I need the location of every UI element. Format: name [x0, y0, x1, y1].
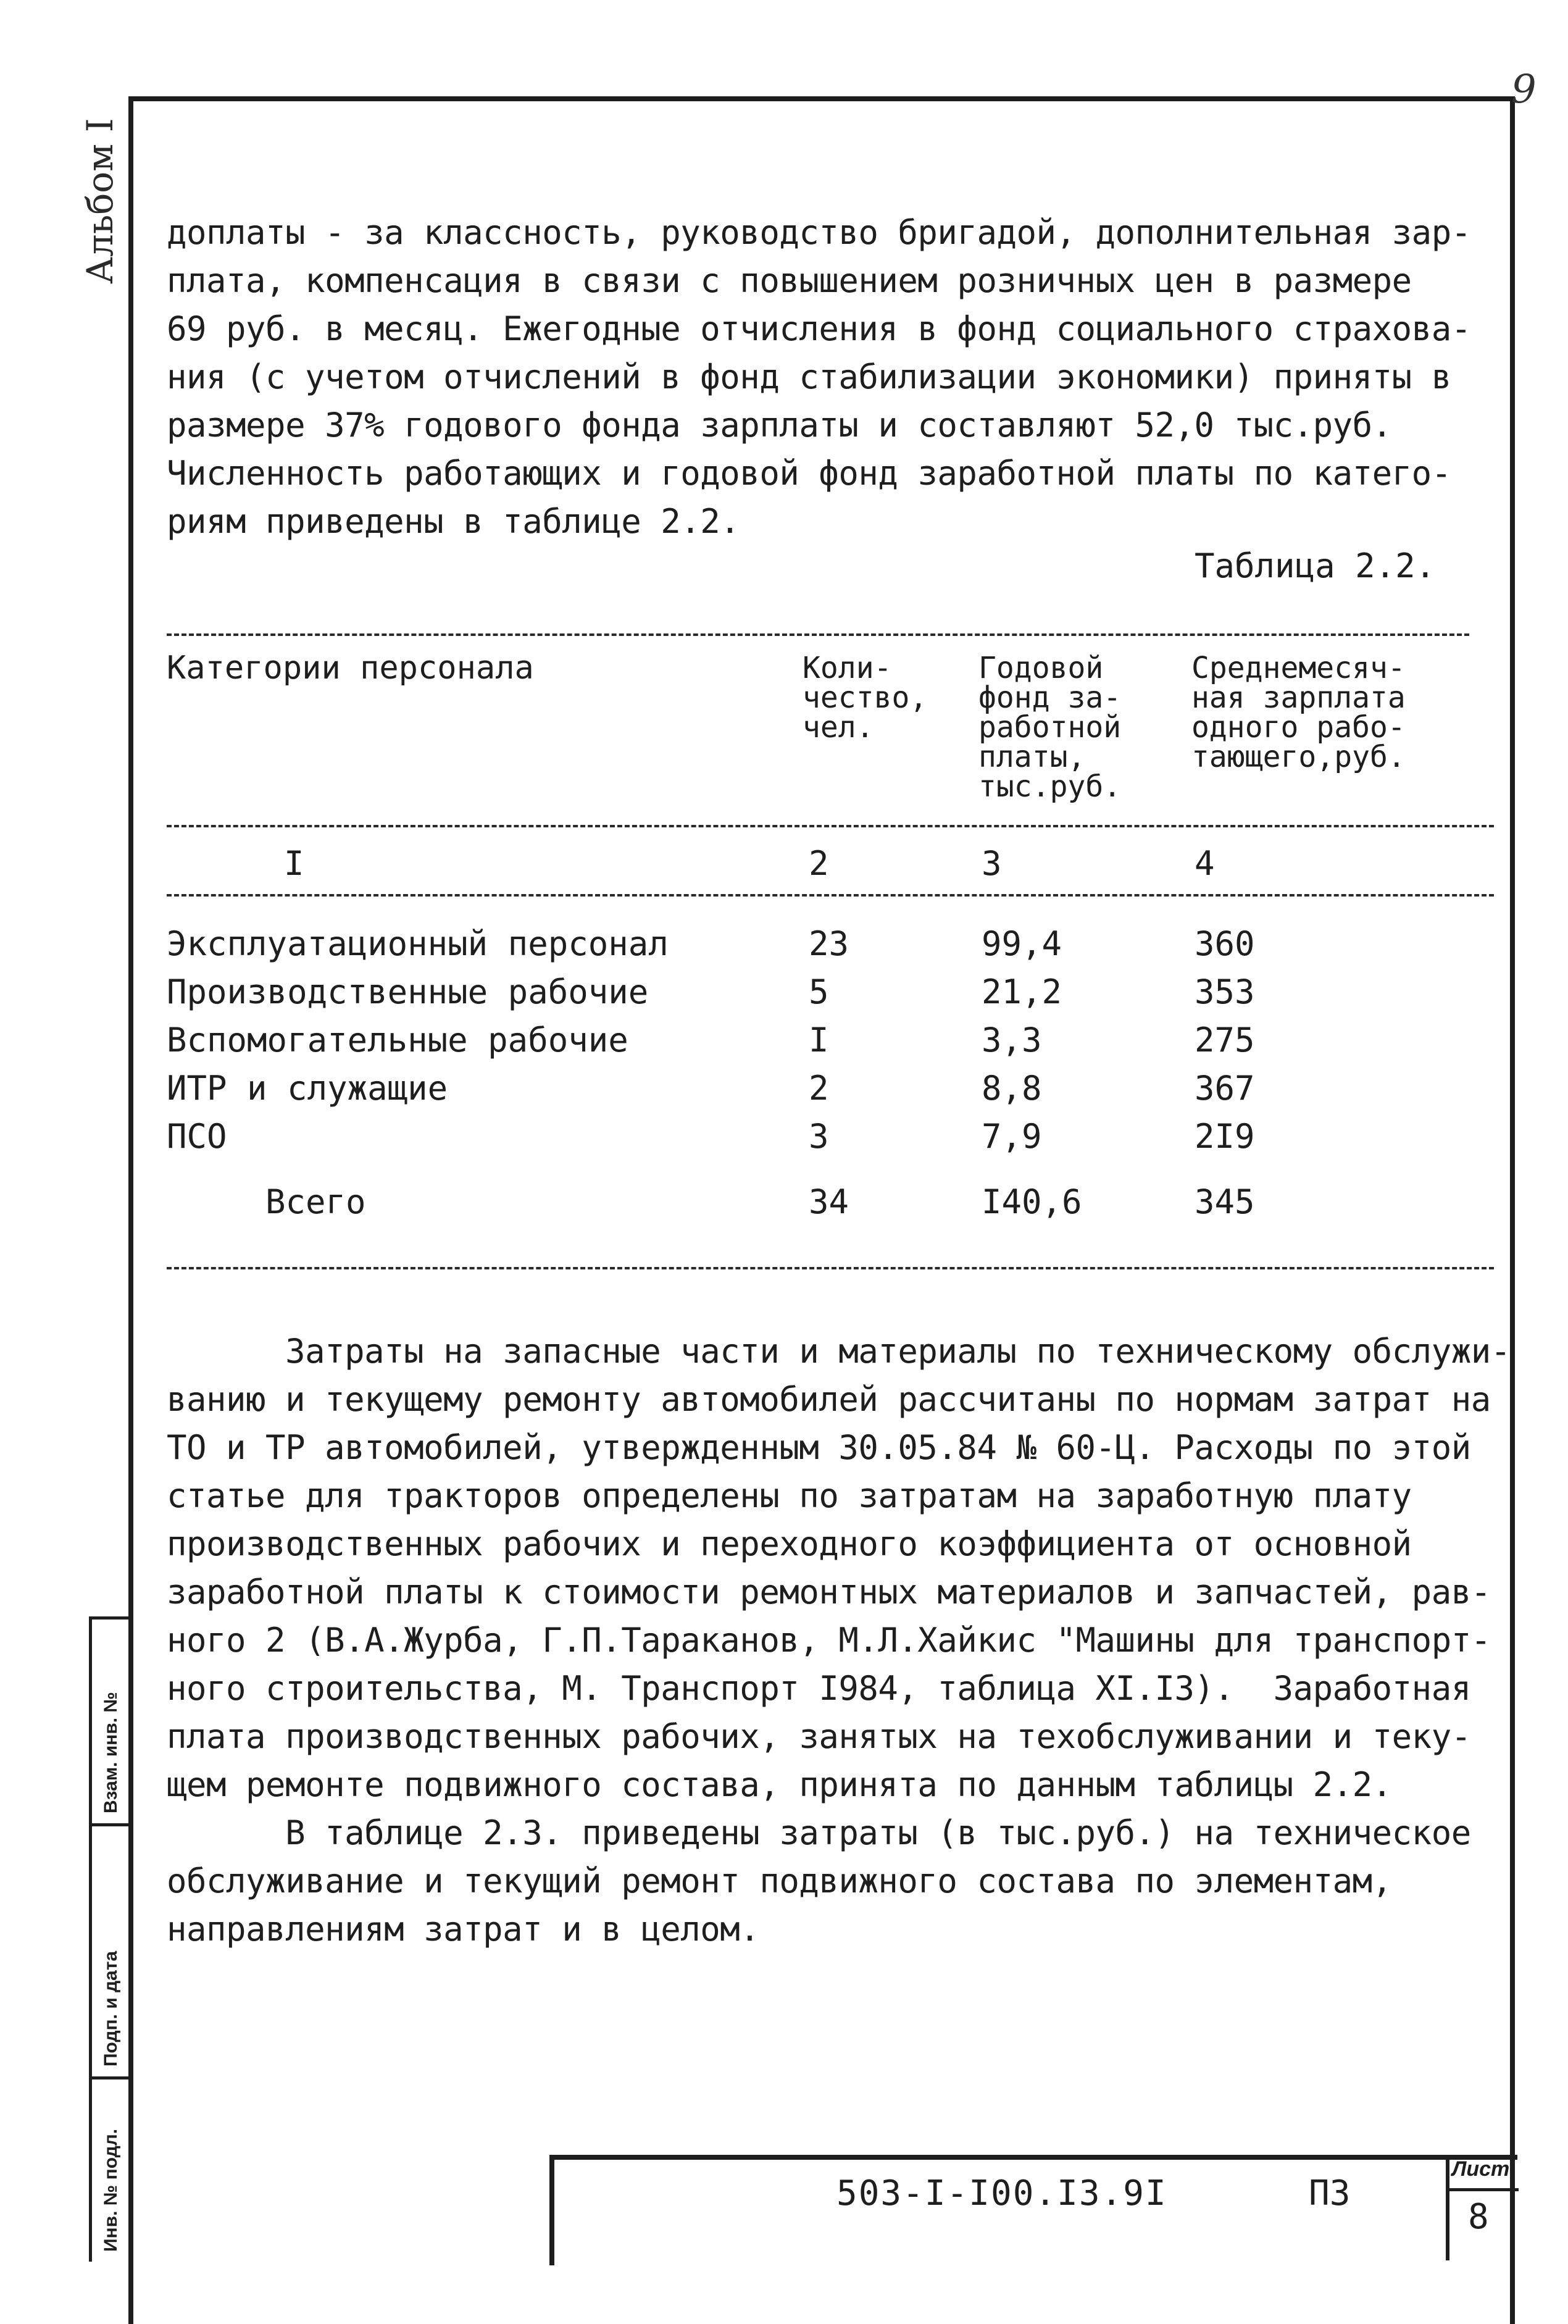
text-line: риям приведены в таблице 2.2.	[167, 502, 740, 541]
header-average-salary: Среднемесяч- ная зарплата одного рабо- тающего,руб.	[1191, 651, 1406, 774]
row-category: Производственные рабочие	[167, 972, 649, 1011]
text-line: обслуживание и текущий ремонт подвижного состава по элементам,	[167, 1862, 1392, 1900]
text-line: ТО и ТР автомобилей, утвержденным 30.05.84 № 60-Ц. Расходы по этой	[167, 1428, 1471, 1467]
total-average: 345	[1195, 1182, 1255, 1221]
row-average: 275	[1195, 1021, 1255, 1060]
row-count: 2	[809, 1069, 829, 1108]
header-category: Категории персонала	[167, 650, 534, 687]
row-fund: 99,4	[982, 924, 1062, 963]
row-average: 2I9	[1195, 1117, 1255, 1156]
text-line: плата производственных рабочих, занятых на техобслуживании и теку-	[167, 1717, 1471, 1756]
row-count: I	[809, 1021, 829, 1060]
table-top-rule	[167, 633, 1469, 636]
column-number-2: 2	[809, 844, 829, 883]
row-fund: 3,3	[982, 1021, 1042, 1060]
header-count: Коли- чество, чел.	[803, 651, 928, 745]
side-label-signature-date: Подп. и дата	[101, 1950, 121, 2067]
row-fund: 8,8	[982, 1069, 1042, 1108]
text-line: ного 2 (В.А.Журба, Г.П.Тараканов, М.Л.Хайкис "Машины для транспорт-	[167, 1621, 1491, 1660]
sheet-label: Лист	[1452, 2157, 1510, 2181]
text-line: плата, компенсация в связи с повышением розничных цен в размере	[167, 261, 1412, 300]
text-line: 69 руб. в месяц. Ежегодные отчисления в фонд социального страхова-	[167, 309, 1471, 348]
side-label-replacement-inventory: Взам. инв. №	[101, 1692, 121, 1813]
table-caption: Таблица 2.2.	[1195, 546, 1436, 585]
corner-handwritten-mark: 9	[1511, 67, 1537, 112]
text-line: В таблице 2.3. приведены затраты (в тыс.руб.) на техническое	[167, 1813, 1471, 1852]
text-line: статье для тракторов определены по затратам на заработную плату	[167, 1476, 1412, 1515]
text-line: ния (с учетом отчислений в фонд стабилизации экономики) приняты в	[167, 357, 1451, 396]
total-count: 34	[809, 1182, 849, 1221]
header-bottom-rule	[167, 825, 1494, 827]
row-average: 360	[1195, 924, 1255, 963]
row-fund: 21,2	[982, 972, 1062, 1011]
side-label-original-inventory: Инв. № подл.	[101, 2128, 121, 2252]
text-line: размере 37% годового фонда зарплаты и составляют 52,0 тыс.руб.	[167, 406, 1392, 445]
document-code: 503-I-I00.I3.9I	[836, 2173, 1167, 2213]
total-label: Всего	[265, 1182, 366, 1221]
row-average: 367	[1195, 1069, 1255, 1108]
column-number-1: I	[284, 844, 304, 883]
text-line: производственных рабочих и переходного коэффициента от основной	[167, 1524, 1412, 1563]
row-category: ИТР и служащие	[167, 1069, 448, 1108]
row-category: ПСО	[167, 1117, 227, 1156]
header-fund: Годовой фонд за- работной платы, тыс.руб.	[978, 651, 1122, 804]
text-line: заработной платы к стоимости ремонтных материалов и запчастей, рав-	[167, 1573, 1491, 1611]
row-count: 3	[809, 1117, 829, 1156]
document-type: ПЗ	[1309, 2173, 1351, 2213]
album-label: Альбом I	[79, 118, 121, 284]
row-count: 23	[809, 924, 849, 963]
text-line: ванию и текущему ремонту автомобилей рассчитаны по нормам затрат на	[167, 1380, 1491, 1419]
text-line: Затраты на запасные части и материалы по техническому обслужи-	[167, 1332, 1511, 1371]
row-count: 5	[809, 972, 829, 1011]
row-category: Вспомогательные рабочие	[167, 1021, 628, 1060]
sheet-divider	[1449, 2188, 1519, 2191]
side-cell-signature	[92, 1823, 131, 2079]
side-stamp	[89, 1616, 131, 2262]
side-cell-original	[92, 2076, 131, 2262]
row-category: Эксплуатационный персонал	[167, 924, 669, 963]
side-cell-replacement	[92, 1620, 131, 1826]
column-number-4: 4	[1195, 844, 1215, 883]
text-line: щем ремонте подвижного состава, принята по данным таблицы 2.2.	[167, 1765, 1392, 1804]
text-line: ного строительства, М. Транспорт I984, таблица XI.I3). Заработная	[167, 1669, 1471, 1708]
sheet-number: 8	[1468, 2197, 1489, 2237]
column-number-3: 3	[982, 844, 1002, 883]
text-line: направлениям затрат и в целом.	[167, 1910, 760, 1949]
numbers-bottom-rule	[167, 894, 1494, 897]
text-line: доплаты - за классность, руководство бригадой, дополнительная зар-	[167, 213, 1471, 252]
text-line: Численность работающих и годовой фонд заработной платы по катего-	[167, 454, 1451, 493]
total-fund: I40,6	[982, 1182, 1082, 1221]
row-average: 353	[1195, 972, 1255, 1011]
table-bottom-rule	[167, 1267, 1494, 1269]
row-fund: 7,9	[982, 1117, 1042, 1156]
